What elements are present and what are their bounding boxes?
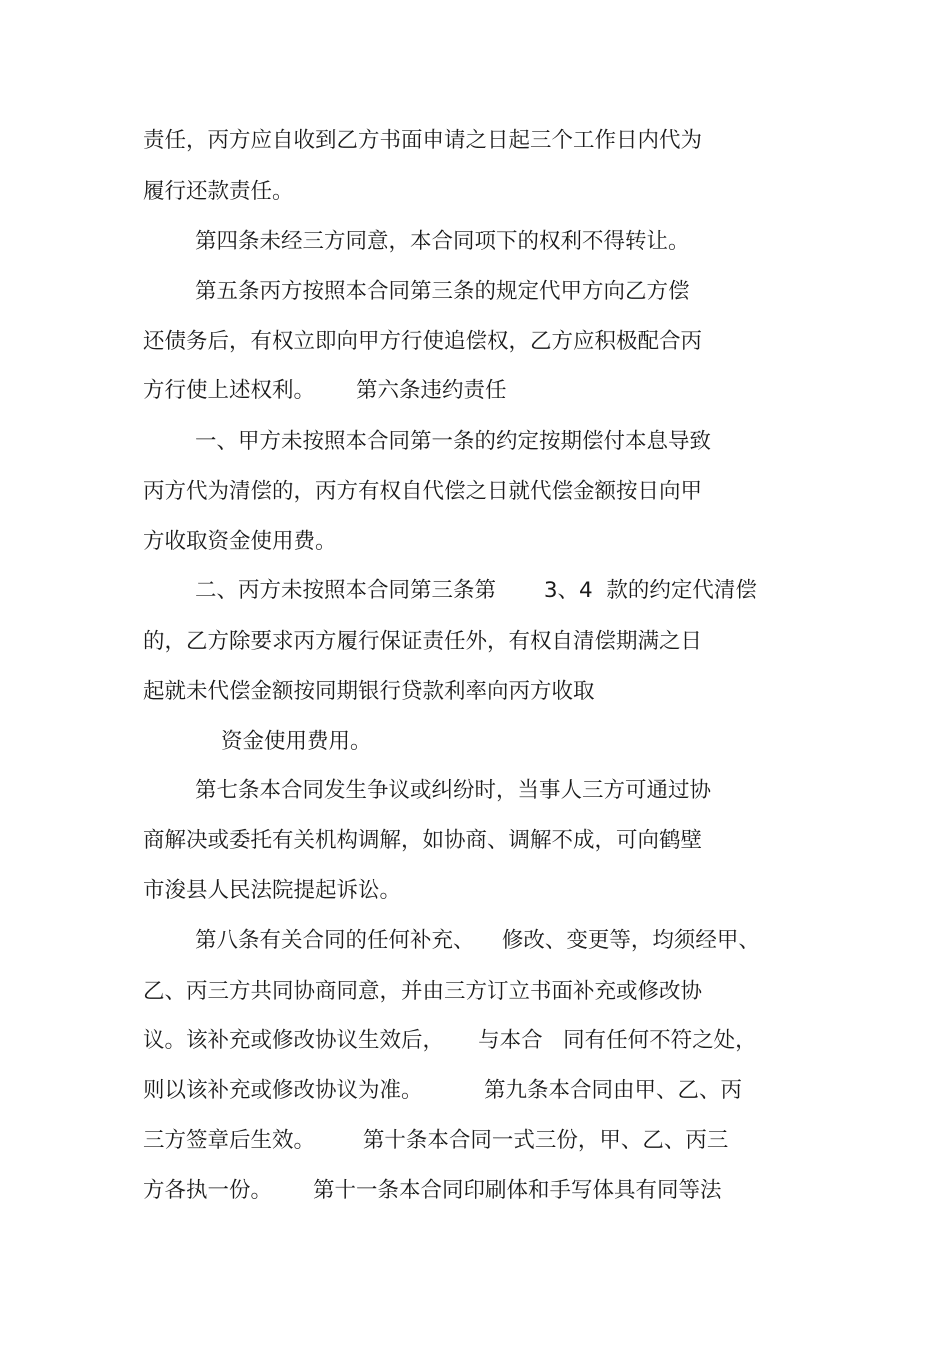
text-line: 丙方代为清偿的，丙方有权自代偿之日就代偿金额按日向甲 — [143, 479, 703, 504]
text-line: 商解决或委托有关机构调解，如协商、调解不成，可向鹤壁 — [143, 828, 703, 853]
text-line: 三方签章后生效。 第十条本合同一式三份，甲、乙、丙三 — [143, 1128, 729, 1153]
text-line: 第七条本合同发生争议或纠纷时，当事人三方可通过协 — [195, 778, 712, 803]
text-line: 市浚县人民法院提起诉讼。 — [143, 878, 402, 903]
text-line: 第八条有关合同的任何补充、 修改、变更等，均须经甲、 — [195, 928, 760, 953]
text-line: 二、丙方未按照本合同第三条第 3、4 款的约定代清偿 — [195, 578, 757, 603]
text-line: 还债务后，有权立即向甲方行使追偿权，乙方应积极配合丙 — [143, 329, 703, 354]
text-line: 乙、丙三方共同协商同意，并由三方订立书面补充或修改协 — [143, 979, 703, 1004]
text-line: 一、甲方未按照本合同第一条的约定按期偿付本息导致 — [195, 429, 712, 454]
text-line: 议。该补充或修改协议生效后， 与本合 同有任何不符之处， — [143, 1028, 757, 1053]
text-line: 方收取资金使用费。 — [143, 529, 337, 554]
text-line: 资金使用费用。 — [221, 729, 372, 754]
text-line: 第四条未经三方同意，本合同项下的权利不得转让。 — [195, 229, 690, 254]
text-line: 责任，丙方应自收到乙方书面申请之日起三个工作日内代为 — [143, 128, 703, 153]
text-line: 第五条丙方按照本合同第三条的规定代甲方向乙方偿 — [195, 279, 690, 304]
text-line: 方行使上述权利。 第六条违约责任 — [143, 378, 507, 403]
text-line: 履行还款责任。 — [143, 179, 294, 204]
text-line: 起就未代偿金额按同期银行贷款利率向丙方收取 — [143, 679, 595, 704]
text-line: 则以该补充或修改协议为准。 第九条本合同由甲、乙、丙 — [143, 1078, 743, 1103]
text-line: 方各执一份。 第十一条本合同印刷体和手写体具有同等法 — [143, 1178, 722, 1203]
text-line: 的，乙方除要求丙方履行保证责任外，有权自清偿期满之日 — [143, 629, 703, 654]
